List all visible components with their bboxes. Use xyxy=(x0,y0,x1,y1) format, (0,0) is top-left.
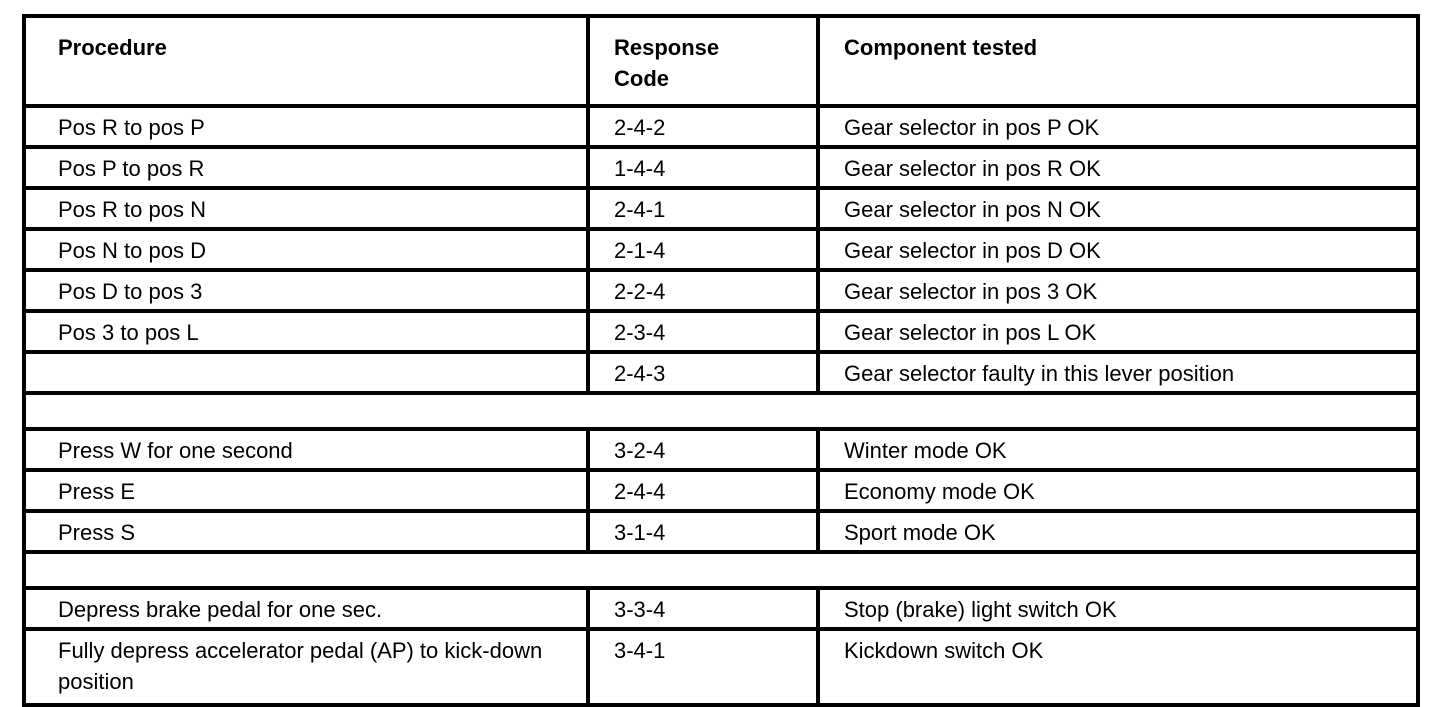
table-row xyxy=(24,106,1418,147)
response-code-cell: 2-1-4 xyxy=(588,229,818,270)
header-row xyxy=(24,16,1418,106)
header-component-tested: Component tested xyxy=(818,16,1418,106)
procedure-cell: Press W for one second xyxy=(24,429,588,470)
component-cell: Sport mode OK xyxy=(818,511,1418,552)
procedure-cell: Pos P to pos R xyxy=(24,147,588,188)
response-code-cell: 2-3-4 xyxy=(588,311,818,352)
table-row xyxy=(24,188,1418,229)
response-code-table xyxy=(22,14,1420,707)
response-code-cell: 3-3-4 xyxy=(588,588,818,629)
procedure-cell: Pos R to pos N xyxy=(24,188,588,229)
procedure-cell: Fully depress accelerator pedal (AP) to kick-down position xyxy=(24,629,588,705)
table-row xyxy=(24,470,1418,511)
component-cell: Stop (brake) light switch OK xyxy=(818,588,1418,629)
response-code-table-container xyxy=(22,14,1416,707)
component-cell: Gear selector in pos L OK xyxy=(818,311,1418,352)
procedure-cell: Pos D to pos 3 xyxy=(24,270,588,311)
component-cell: Gear selector in pos D OK xyxy=(818,229,1418,270)
procedure-cell: Pos 3 to pos L xyxy=(24,311,588,352)
table-row xyxy=(24,270,1418,311)
procedure-cell: Pos N to pos D xyxy=(24,229,588,270)
response-code-cell: 3-1-4 xyxy=(588,511,818,552)
table-row xyxy=(24,429,1418,470)
spacer-row xyxy=(24,552,1418,588)
response-code-cell: 2-4-1 xyxy=(588,188,818,229)
table-row xyxy=(24,229,1418,270)
table-row xyxy=(24,311,1418,352)
response-code-cell: 2-4-3 xyxy=(588,352,818,393)
response-code-cell: 2-4-2 xyxy=(588,106,818,147)
table-row xyxy=(24,147,1418,188)
spacer-row xyxy=(24,393,1418,429)
response-code-cell: 3-4-1 xyxy=(588,629,818,705)
component-cell: Gear selector faulty in this lever position xyxy=(818,352,1418,393)
component-cell: Gear selector in pos P OK xyxy=(818,106,1418,147)
component-cell: Gear selector in pos 3 OK xyxy=(818,270,1418,311)
component-cell: Gear selector in pos N OK xyxy=(818,188,1418,229)
response-code-cell: 3-2-4 xyxy=(588,429,818,470)
procedure-cell: Pos R to pos P xyxy=(24,106,588,147)
header-response-code: Response Code xyxy=(588,16,818,106)
component-cell: Winter mode OK xyxy=(818,429,1418,470)
header-procedure: Procedure xyxy=(24,16,588,106)
procedure-cell: Press E xyxy=(24,470,588,511)
response-code-cell: 2-4-4 xyxy=(588,470,818,511)
component-cell: Kickdown switch OK xyxy=(818,629,1418,705)
table-row xyxy=(24,511,1418,552)
table-row xyxy=(24,352,1418,393)
table-row xyxy=(24,588,1418,629)
component-cell: Gear selector in pos R OK xyxy=(818,147,1418,188)
response-code-cell: 1-4-4 xyxy=(588,147,818,188)
procedure-cell xyxy=(24,352,588,393)
response-code-cell: 2-2-4 xyxy=(588,270,818,311)
procedure-cell: Depress brake pedal for one sec. xyxy=(24,588,588,629)
spacer-cell xyxy=(24,393,1418,429)
component-cell: Economy mode OK xyxy=(818,470,1418,511)
spacer-cell xyxy=(24,552,1418,588)
procedure-cell: Press S xyxy=(24,511,588,552)
